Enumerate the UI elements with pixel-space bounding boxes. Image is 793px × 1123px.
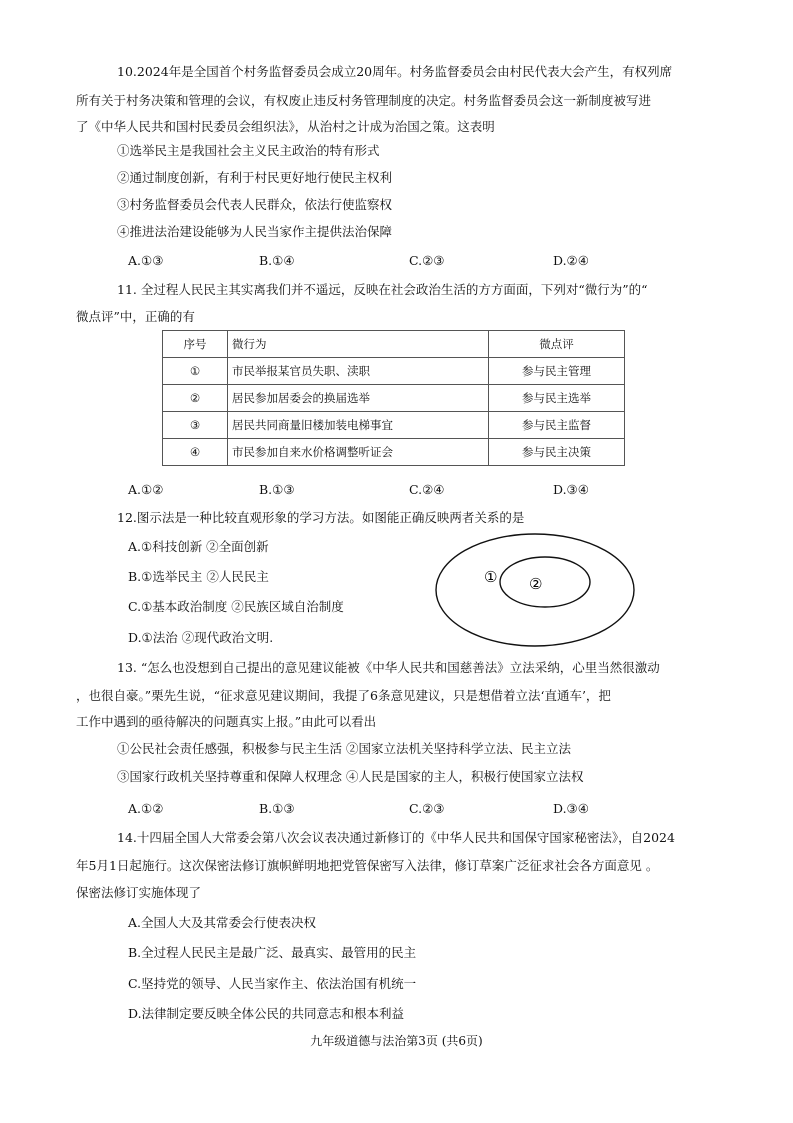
q10-option-b[interactable]: B.①④ <box>259 253 295 268</box>
q12-option-c[interactable]: C.①基本政治制度 ②民族区域自治制度 <box>128 599 344 614</box>
q10-statement-4: ④推进法治建设能够为人民当家作主提供法治保障 <box>117 224 393 239</box>
q11-option-c[interactable]: C.②④ <box>409 482 445 497</box>
q10-statement-1: ①选举民主是我国社会主义民主政治的特有形式 <box>117 143 380 158</box>
table-cell: 参与民主决策 <box>489 439 625 466</box>
q14-stem-line-1: 14.十四届全国人大常委会第八次会议表决通过新修订的《中华人民共和国保守国家秘密法》，自2024 <box>117 830 675 845</box>
table-cell: 市民举报某官员失职、渎职 <box>228 358 489 385</box>
q11-option-d[interactable]: D.③④ <box>553 482 589 497</box>
q13-stem-line-3: 工作中遇到的亟待解决的问题真实上报。”由此可以看出 <box>76 714 377 729</box>
inner-label: ② <box>529 575 543 593</box>
table-row <box>163 439 625 466</box>
q10-stem-line-3: 了《中华人民共和国村民委员会组织法》，从治村之计成为治国之策。这表明 <box>76 119 495 134</box>
q14-option-d[interactable]: D.法律制定要反映全体公民的共同意志和根本利益 <box>128 1006 405 1021</box>
q13-stem-line-2: ，也很自豪。”栗先生说，“征求意见建议期间，我提了6条意见建议，只是想借着立法‘直通车’，把 <box>76 688 611 703</box>
q13-option-d[interactable]: D.③④ <box>553 801 589 816</box>
q13-option-c[interactable]: C.②③ <box>409 801 445 816</box>
table-cell: ② <box>163 385 228 412</box>
table-header-cell: 微行为 <box>228 331 489 358</box>
q10-option-d[interactable]: D.②④ <box>553 253 589 268</box>
table-header-cell: 序号 <box>163 331 228 358</box>
q14-option-b[interactable]: B.全过程人民民主是最广泛、最真实、最管用的民主 <box>128 945 417 960</box>
q11-stem-line-1: 11. 全过程人民民主其实离我们并不遥远，反映在社会政治生活的方方面面，下列对“微行为”的“ <box>117 282 648 297</box>
q11-option-a[interactable]: A.①② <box>128 482 164 497</box>
q14-stem-line-3: 保密法修订实施体现了 <box>76 885 202 900</box>
q14-option-a[interactable]: A.全国人大及其常委会行使表决权 <box>128 915 317 930</box>
q11-stem-line-2: 微点评”中，正确的有 <box>76 309 195 324</box>
q12-option-d[interactable]: D.①法治 ②现代政治文明. <box>128 630 274 645</box>
table-cell: ③ <box>163 412 228 439</box>
venn-diagram <box>432 530 638 650</box>
table-row <box>163 385 625 412</box>
q13-option-a[interactable]: A.①② <box>128 801 164 816</box>
q10-statement-3: ③村务监督委员会代表人民群众，依法行使监察权 <box>117 197 393 212</box>
q10-statement-2: ②通过制度创新，有利于村民更好地行使民主权利 <box>117 170 393 185</box>
table-cell: ① <box>163 358 228 385</box>
q11-option-b[interactable]: B.①③ <box>259 482 295 497</box>
table-header-cell: 微点评 <box>489 331 625 358</box>
table-cell: 参与民主管理 <box>489 358 625 385</box>
q10-stem-line-1: 10.2024年是全国首个村务监督委员会成立20周年。村务监督委员会由村民代表大会产生，有权列席 <box>117 64 673 79</box>
outer-label: ① <box>484 568 498 586</box>
q13-stem-line-1: 13. “怎么也没想到自己提出的意见建议能被《中华人民共和国慈善法》立法采纳，心里当然很激动 <box>117 660 660 675</box>
q10-option-a[interactable]: A.①③ <box>128 253 164 268</box>
q12-option-a[interactable]: A.①科技创新 ②全面创新 <box>128 539 269 554</box>
page-footer: 九年级道德与法治第3页 (共6页) <box>310 1034 483 1048</box>
table-row <box>163 358 625 385</box>
table-cell: 居民参加居委会的换届选举 <box>228 385 489 412</box>
table-header-row <box>163 331 625 358</box>
q13-statements-line-2: ③国家行政机关坚持尊重和保障人权理念 ④人民是国家的主人，积极行使国家立法权 <box>117 769 584 784</box>
q13-option-b[interactable]: B.①③ <box>259 801 295 816</box>
q14-option-c[interactable]: C.坚持党的领导、人民当家作主、依法治国有机统一 <box>128 976 417 991</box>
q12-option-b[interactable]: B.①选举民主 ②人民民主 <box>128 569 269 584</box>
inner-ellipse <box>500 557 590 607</box>
table-cell: 居民共同商量旧楼加装电梯事宜 <box>228 412 489 439</box>
q11-table <box>162 330 625 466</box>
table-cell: 参与民主监督 <box>489 412 625 439</box>
q14-stem-line-2: 年5月1日起施行。这次保密法修订旗帜鲜明地把党管保密写入法律，修订草案广泛征求社会各方面意见 。 <box>76 858 659 873</box>
table-cell: ④ <box>163 439 228 466</box>
table-row <box>163 412 625 439</box>
q10-option-c[interactable]: C.②③ <box>409 253 445 268</box>
q10-stem-line-2: 所有关于村务决策和管理的会议，有权废止违反村务管理制度的决定。村务监督委员会这一新制度被写进 <box>76 93 652 108</box>
q13-statements-line-1: ①公民社会责任感强，积极参与民主生活 ②国家立法机关坚持科学立法、民主立法 <box>117 741 571 756</box>
table-cell: 参与民主选举 <box>489 385 625 412</box>
q12-stem: 12.图示法是一种比较直观形象的学习方法。如图能正确反映两者关系的是 <box>117 510 525 525</box>
table-cell: 市民参加自来水价格调整听证会 <box>228 439 489 466</box>
